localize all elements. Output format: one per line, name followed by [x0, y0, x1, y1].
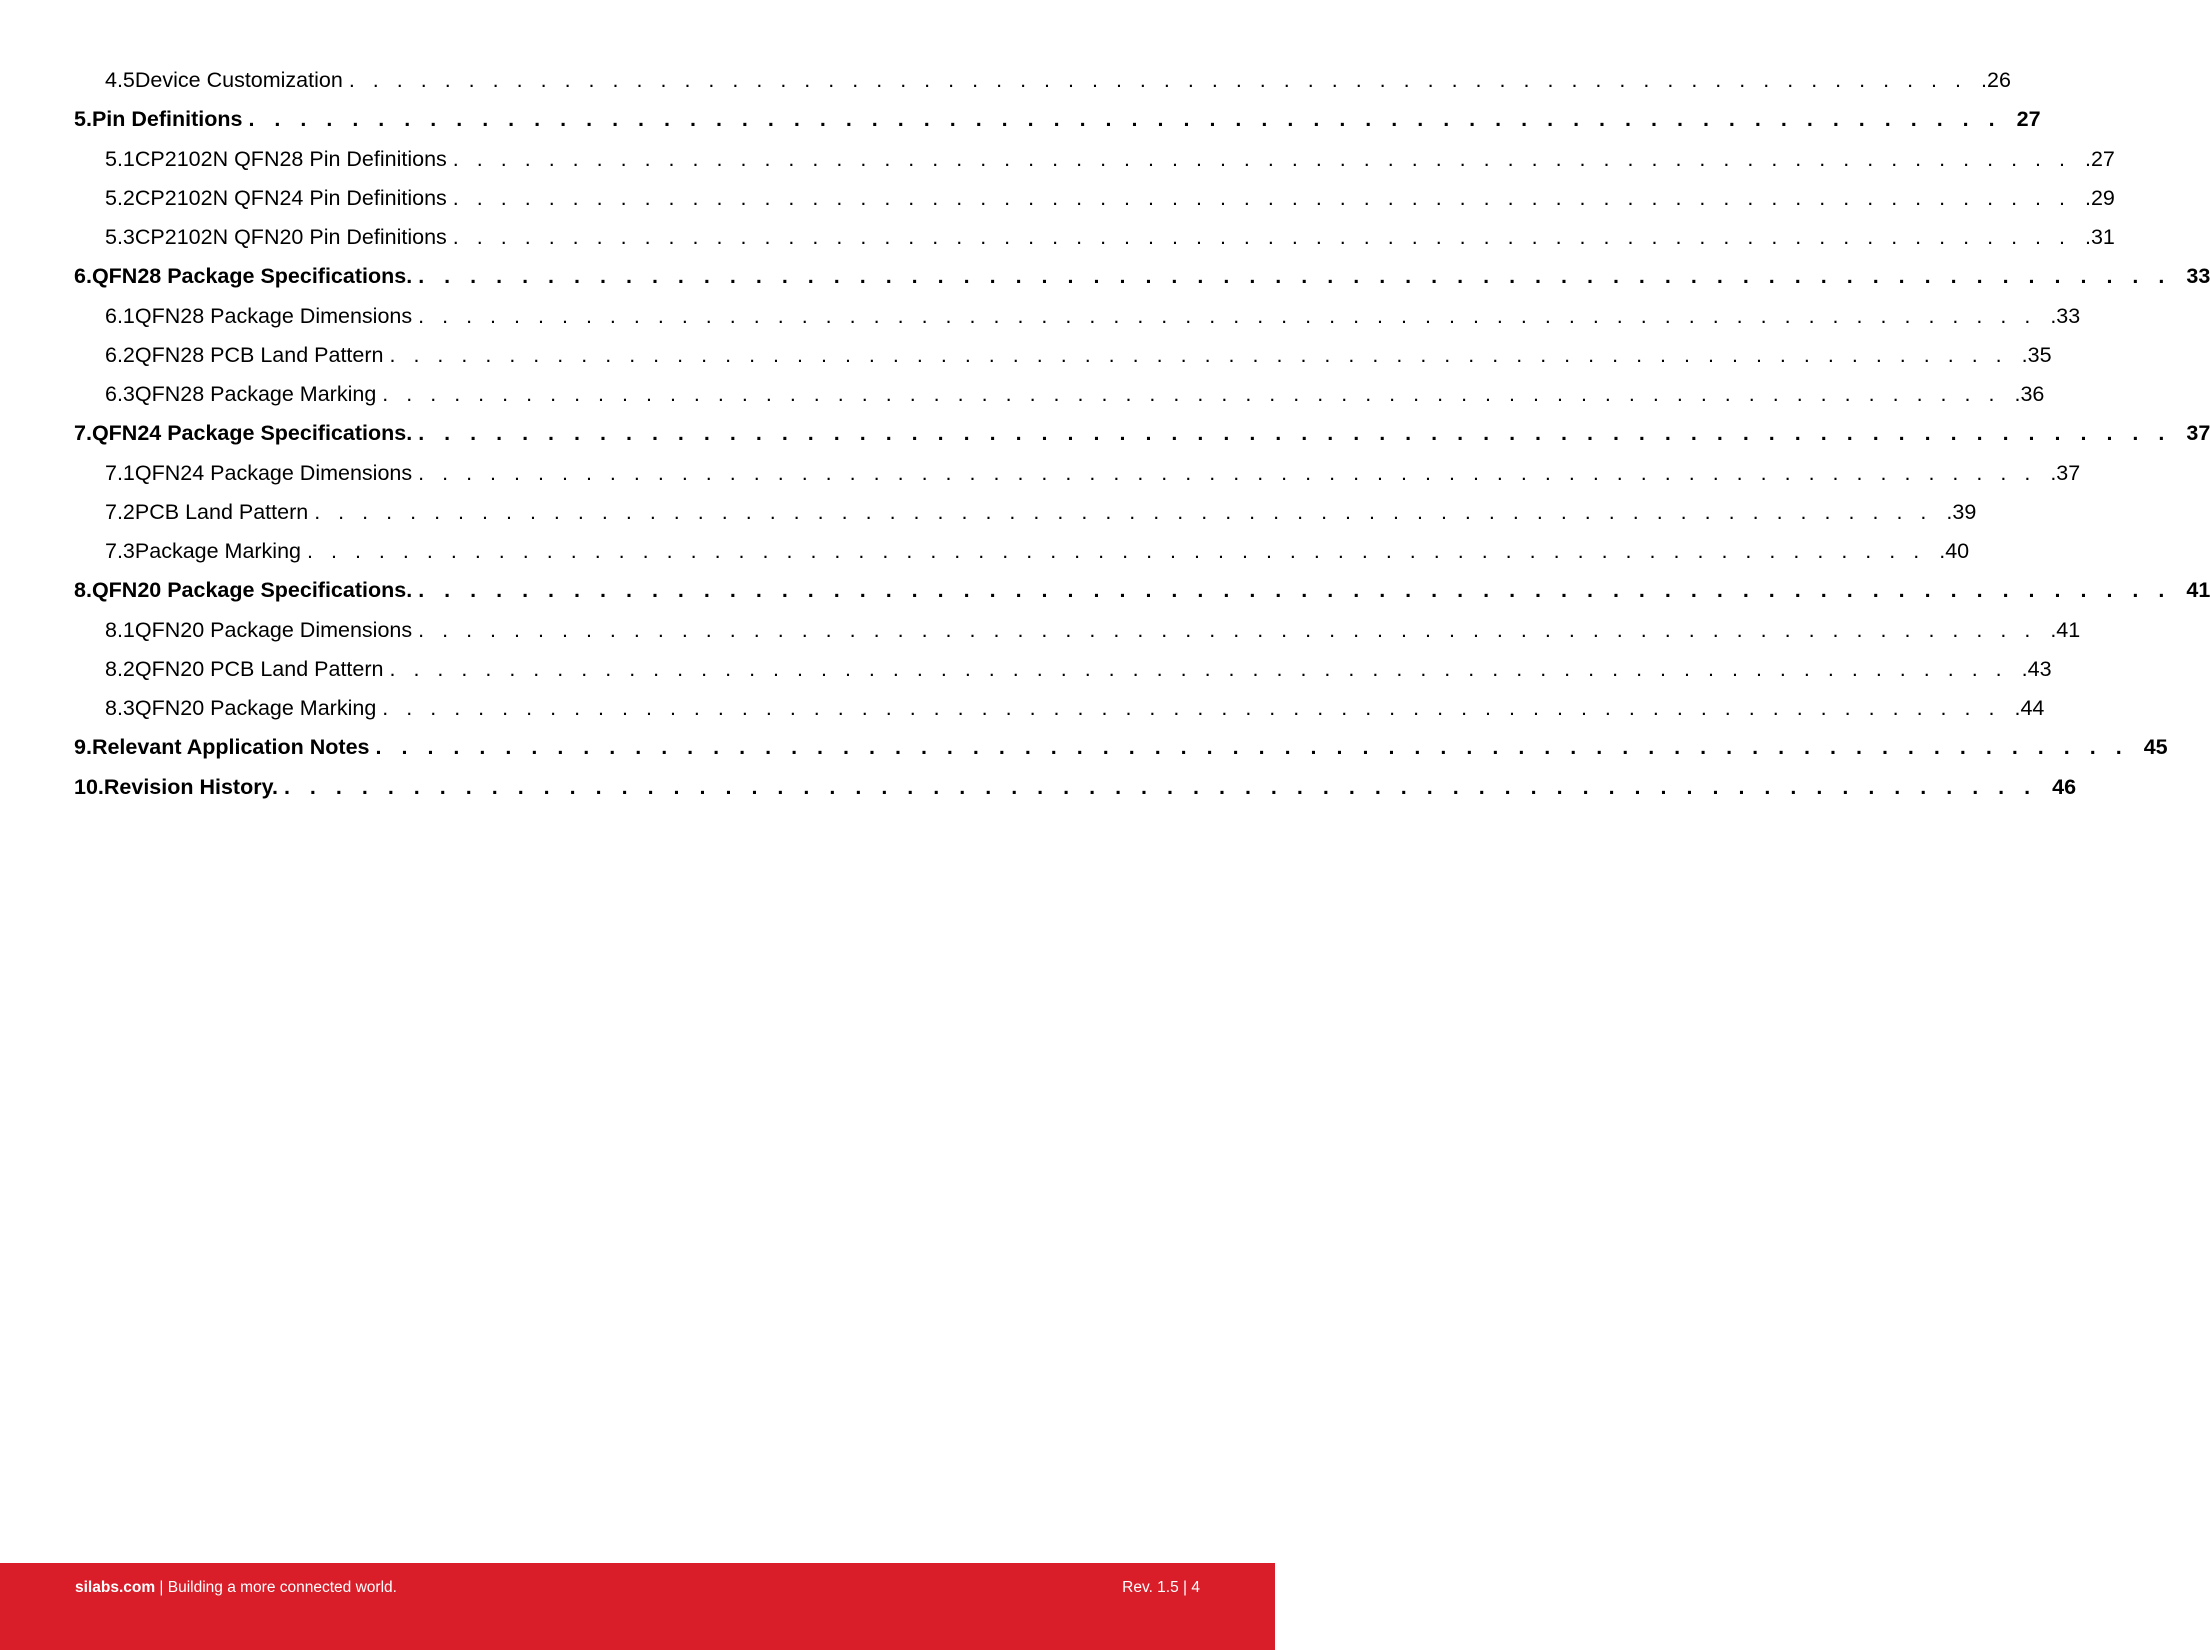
toc-entry[interactable]: [74, 421, 2210, 446]
toc-entry-number: 7.3: [105, 539, 135, 563]
toc-dot-leader: ....................................................................: [348, 68, 1980, 92]
toc-entry-page: 37: [2186, 421, 2210, 445]
toc-entry-number: 9.: [74, 735, 92, 759]
toc-entry-page: .44: [2014, 696, 2045, 720]
toc-entry-title: QFN28 Package Dimensions: [134, 304, 413, 328]
toc-entry-title: QFN28 Package Specifications.: [91, 264, 413, 288]
toc-dot-leader: ....................................................................: [452, 225, 2083, 249]
toc-dot-leader: ....................................................................: [418, 578, 2185, 602]
toc-entry-number: 6.2: [105, 343, 135, 367]
toc-entry-number: 6.1: [105, 304, 135, 328]
toc-entry-page: .40: [1939, 539, 1970, 563]
toc-entry[interactable]: [74, 461, 2081, 486]
toc-entry-number: 6.3: [105, 382, 135, 406]
toc-entry-number: 8.2: [105, 657, 135, 681]
toc-dot-leader: ....................................................................: [418, 264, 2185, 288]
toc-entry-page: .27: [2085, 147, 2115, 171]
toc-dot-leader: ....................................................................: [418, 421, 2185, 445]
toc-entry-title: QFN24 Package Specifications.: [91, 421, 413, 445]
toc-entry-page: .31: [2085, 225, 2115, 249]
toc-entry-page: .35: [2021, 343, 2052, 367]
toc-entry[interactable]: [74, 343, 2052, 368]
toc-entry[interactable]: [74, 225, 2115, 250]
toc-entry[interactable]: [74, 382, 2045, 407]
toc-dot-leader: ....................................................................: [452, 147, 2083, 171]
page-footer: [0, 1563, 1275, 1650]
toc-entry-page: .36: [2014, 382, 2045, 406]
toc-dot-leader: ....................................................................: [418, 461, 2049, 485]
toc-entry-page: 45: [2143, 735, 2168, 759]
toc-entry[interactable]: [74, 775, 2077, 800]
toc-entry-title: CP2102N QFN28 Pin Definitions: [134, 147, 447, 171]
toc-dot-leader: ....................................................................: [418, 618, 2049, 642]
toc-entry-page: .43: [2021, 657, 2052, 681]
footer-tagline: | Building a more connected world.: [155, 1579, 397, 1596]
toc-entry-number: 5.2: [105, 186, 135, 210]
footer-revision: Rev. 1.5 | 4: [1122, 1579, 1200, 1596]
toc-entry[interactable]: [74, 735, 2168, 760]
table-of-contents: [74, 68, 2210, 815]
toc-entry-title: Revision History.: [103, 775, 278, 799]
toc-entry-title: QFN20 Package Dimensions: [134, 618, 413, 642]
toc-entry[interactable]: [74, 304, 2081, 329]
toc-entry-title: QFN24 Package Dimensions: [134, 461, 413, 485]
toc-entry-page: .37: [2050, 461, 2081, 485]
toc-entry-number: 5.: [74, 107, 92, 131]
toc-entry[interactable]: [74, 500, 1977, 525]
toc-dot-leader: ....................................................................: [307, 539, 1938, 563]
toc-entry-number: 10.: [74, 775, 104, 799]
toc-entry-number: 4.5: [105, 68, 135, 92]
toc-entry-title: PCB Land Pattern: [134, 500, 309, 524]
toc-dot-leader: ....................................................................: [248, 107, 2015, 131]
toc-entry-title: Device Customization: [134, 68, 343, 92]
toc-entry-number: 7.2: [105, 500, 135, 524]
toc-entry-page: .29: [2085, 186, 2115, 210]
toc-entry-title: CP2102N QFN24 Pin Definitions: [134, 186, 447, 210]
toc-entry-title: QFN20 Package Marking: [134, 696, 377, 720]
toc-entry-title: CP2102N QFN20 Pin Definitions: [134, 225, 447, 249]
toc-entry[interactable]: [74, 696, 2045, 721]
footer-site-link[interactable]: silabs.com: [75, 1579, 156, 1596]
toc-dot-leader: ....................................................................: [283, 775, 2051, 799]
toc-entry-number: 7.1: [105, 461, 135, 485]
toc-dot-leader: ....................................................................: [389, 343, 2020, 367]
toc-entry-number: 5.3: [105, 225, 135, 249]
toc-entry-number: 8.1: [105, 618, 135, 642]
toc-entry-number: 8.3: [105, 696, 135, 720]
toc-entry-page: .41: [2050, 618, 2081, 642]
toc-entry-page: 46: [2052, 775, 2077, 799]
toc-entry[interactable]: [74, 657, 2052, 682]
toc-dot-leader: ....................................................................: [452, 186, 2083, 210]
toc-entry[interactable]: [74, 578, 2210, 603]
toc-entry-number: 8.: [74, 578, 92, 602]
toc-dot-leader: ....................................................................: [418, 304, 2049, 328]
toc-entry-title: Package Marking: [134, 539, 302, 563]
toc-entry-page: .26: [1981, 68, 2011, 92]
toc-entry-title: QFN20 Package Specifications.: [91, 578, 413, 602]
toc-entry[interactable]: [74, 539, 1970, 564]
toc-entry-page: .39: [1946, 500, 1977, 524]
toc-entry-title: Pin Definitions: [91, 107, 243, 131]
toc-entry[interactable]: [74, 264, 2210, 289]
toc-entry[interactable]: [74, 107, 2041, 132]
toc-dot-leader: ....................................................................: [382, 382, 2013, 406]
toc-entry[interactable]: [74, 618, 2081, 643]
toc-entry-number: 7.: [74, 421, 92, 445]
toc-dot-leader: ....................................................................: [314, 500, 1945, 524]
toc-entry[interactable]: [74, 186, 2115, 211]
toc-entry-page: 27: [2016, 107, 2041, 131]
toc-dot-leader: ....................................................................: [382, 696, 2013, 720]
toc-entry[interactable]: [74, 147, 2115, 172]
footer-left: [75, 1579, 397, 1597]
toc-entry-title: QFN28 Package Marking: [134, 382, 377, 406]
toc-entry-page: 33: [2186, 264, 2210, 288]
toc-entry-number: 5.1: [105, 147, 135, 171]
toc-entry-number: 6.: [74, 264, 92, 288]
toc-entry-page: 41: [2186, 578, 2210, 602]
toc-entry[interactable]: [74, 68, 2011, 93]
toc-dot-leader: ....................................................................: [375, 735, 2142, 759]
toc-entry-page: .33: [2050, 304, 2081, 328]
toc-entry-title: QFN20 PCB Land Pattern: [134, 657, 384, 681]
toc-entry-title: QFN28 PCB Land Pattern: [134, 343, 384, 367]
toc-entry-title: Relevant Application Notes: [91, 735, 370, 759]
toc-dot-leader: ....................................................................: [389, 657, 2020, 681]
